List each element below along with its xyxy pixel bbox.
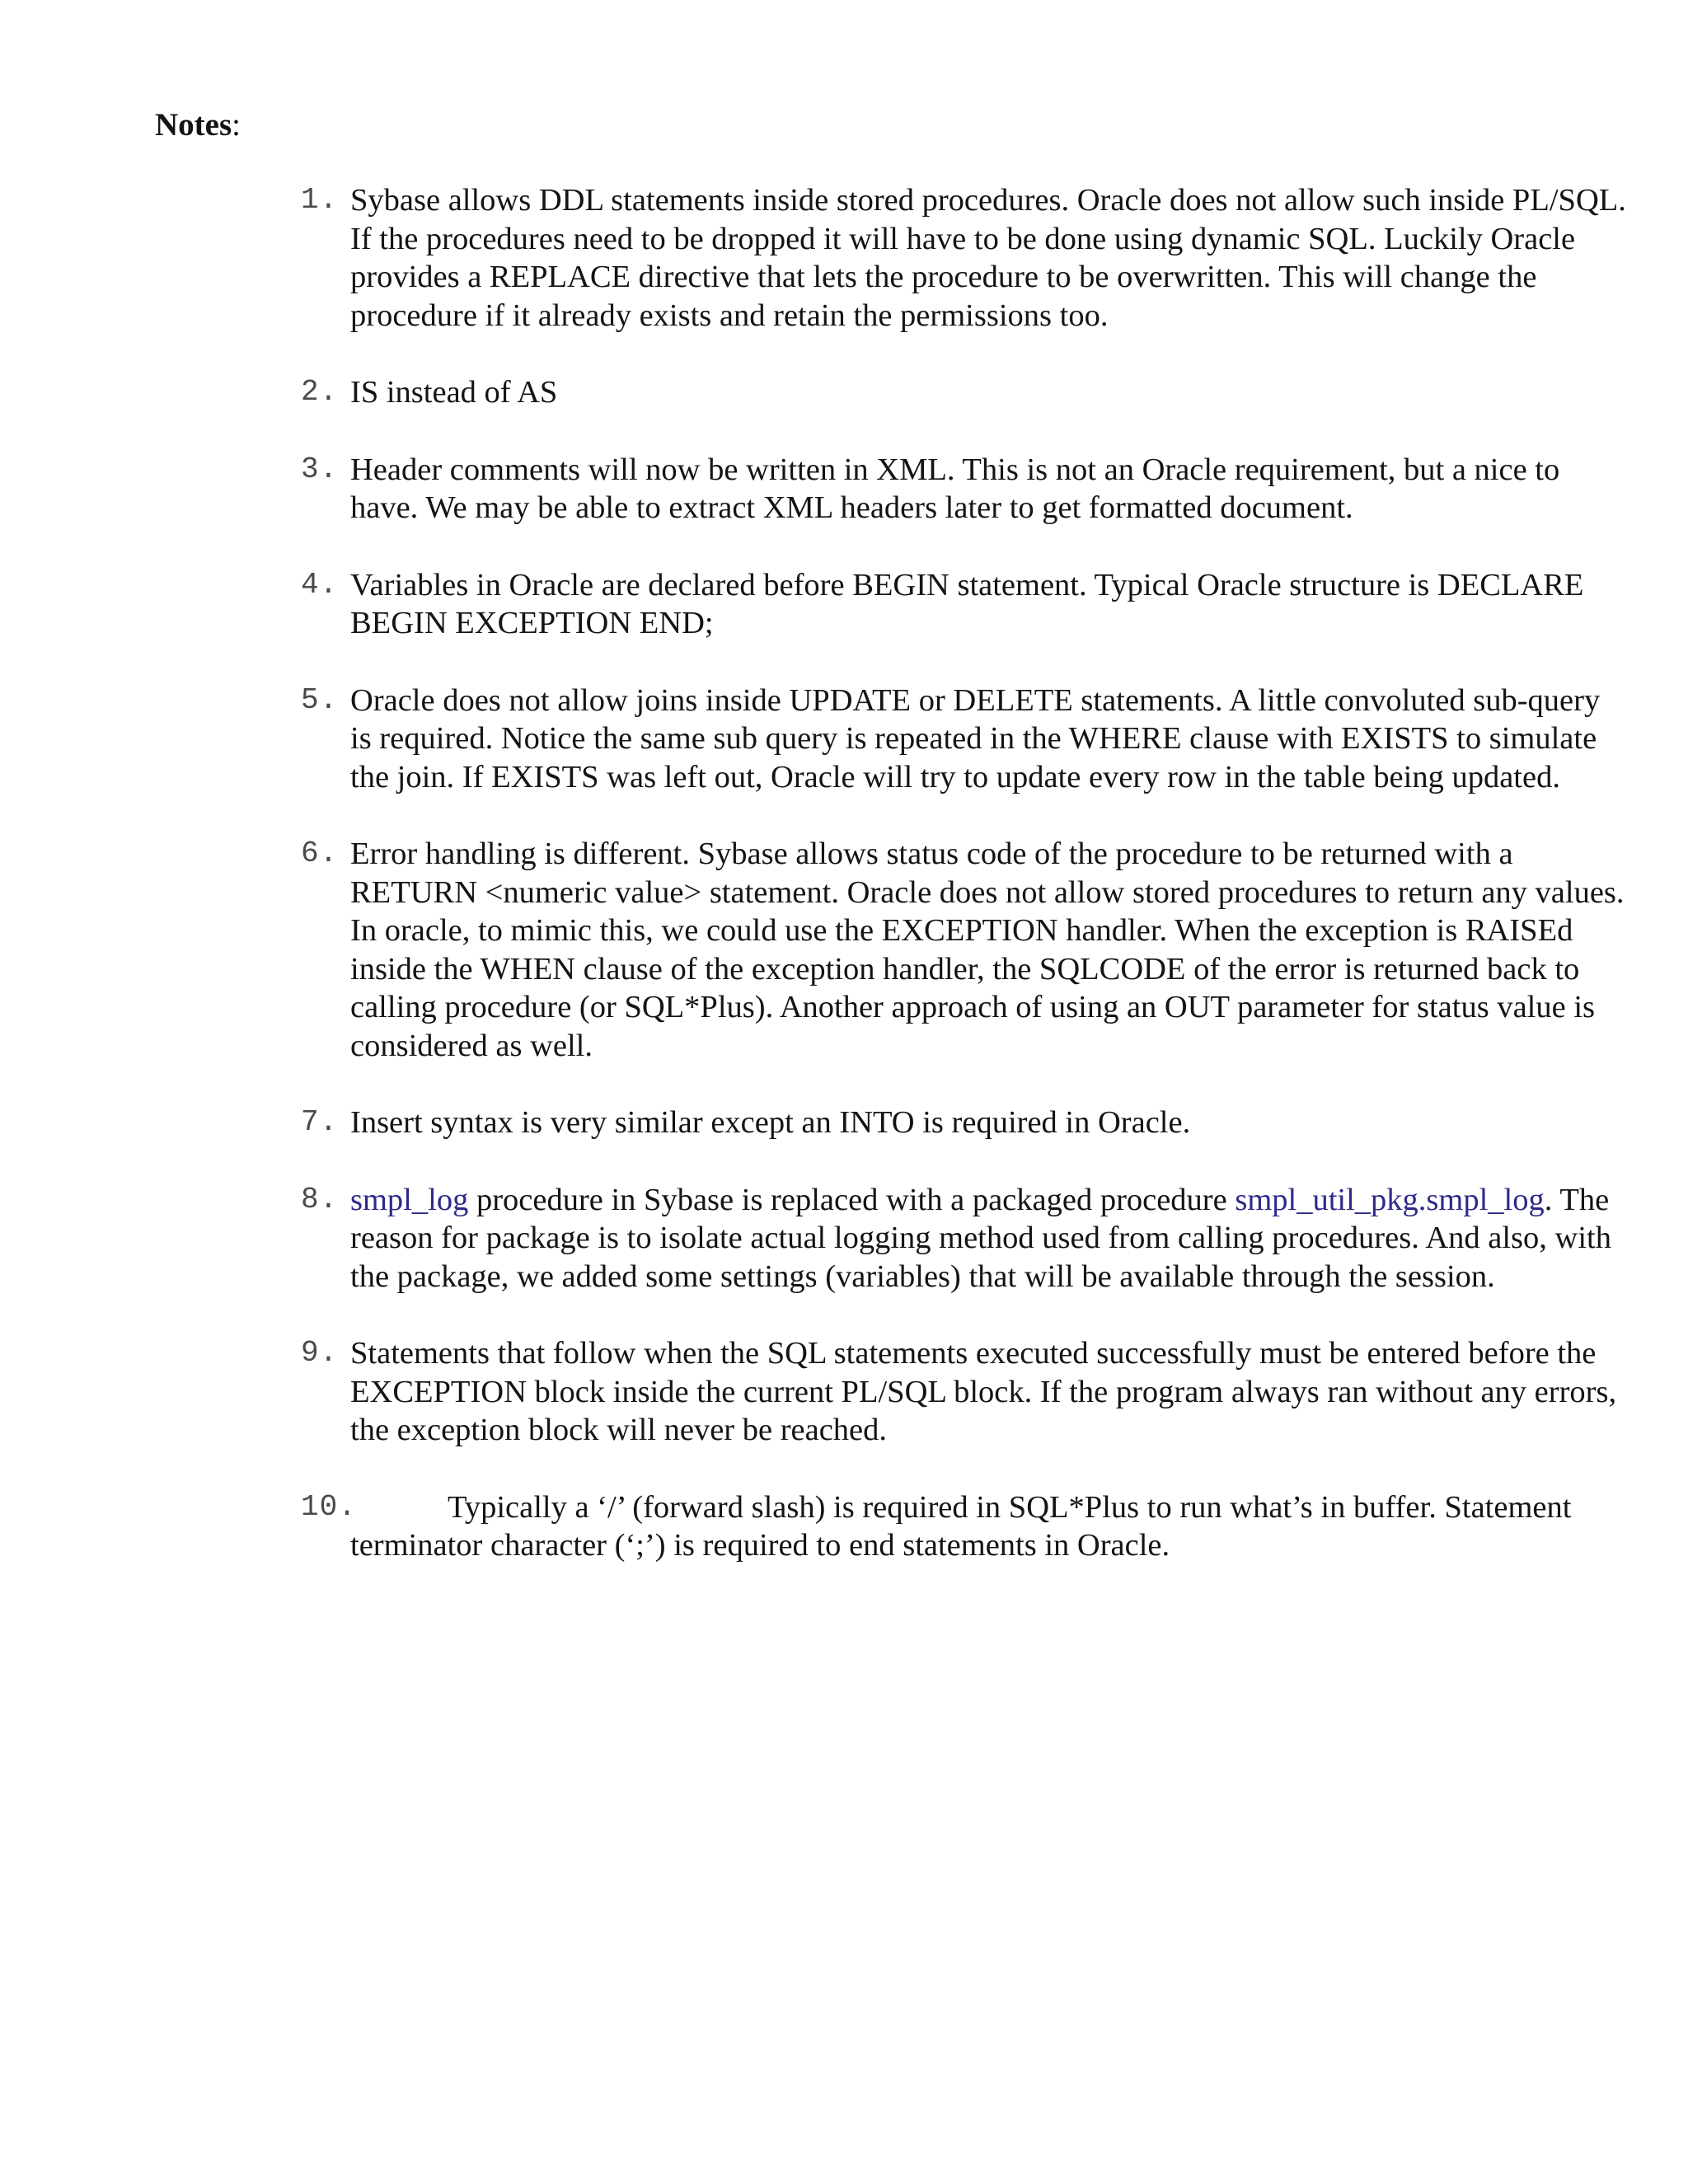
note-item-7 xyxy=(301,1104,1628,1142)
note-number: 1. xyxy=(301,183,339,217)
note-number: 9. xyxy=(301,1336,339,1370)
notes-heading xyxy=(155,105,241,145)
note-number: 3. xyxy=(301,452,339,486)
smpl-log-reference: smpl_log xyxy=(350,1182,469,1217)
note-number: 6. xyxy=(301,837,339,870)
note-item-5 xyxy=(301,682,1628,797)
note-text: Statements that follow when the SQL statements executed successfully must be entered before the EXCEPTION block inside the current PL/SQL block. If the program always ran without any errors, the exception block will never be reached. xyxy=(350,1336,1617,1447)
note-number: 5. xyxy=(301,682,339,717)
notes-heading-colon: : xyxy=(232,107,241,143)
note-text-end: . The reason for package is to isolate actual logging method used from calling procedures. And also, with the package, we added some settings (variables) that will be available through the session. xyxy=(350,1182,1611,1294)
note-item-8 xyxy=(301,1181,1628,1296)
note-item-1 xyxy=(301,181,1628,335)
notes-heading-label: Notes xyxy=(155,107,232,143)
note-text: Variables in Oracle are declared before BEGIN statement. Typical Oracle structure is DECLARE BEGIN EXCEPTION END; xyxy=(350,567,1584,640)
note-item-10 xyxy=(301,1488,1628,1565)
note-text: Sybase allows DDL statements inside stored procedures. Oracle does not allow such inside PL/SQL. If the procedures need to be dropped it will have to be done using dynamic SQL. Luckily Oracle provides a REPLACE directive that lets the procedure to be overwritten. This will change the procedure if it already exists and retain the permissions too. xyxy=(350,183,1626,333)
note-text-middle: procedure in Sybase is replaced with a packaged procedure xyxy=(468,1182,1236,1217)
note-text: Header comments will now be written in XML. This is not an Oracle requirement, but a nice to have. We may be able to extract XML headers later to get formatted document. xyxy=(350,452,1560,525)
note-item-4 xyxy=(301,566,1628,643)
note-text: Insert syntax is very similar except an INTO is required in Oracle. xyxy=(350,1105,1191,1140)
note-text xyxy=(350,1490,1571,1563)
note-text: Error handling is different. Sybase allows status code of the procedure to be returned with a RETURN <numeric value> statement. Oracle does not allow stored procedures to return any values. In oracle, to mimic this, we could use the EXCEPTION handler. When the exception is RAISEd inside the WHEN clause of the exception handler, the SQLCODE of the error is returned back to calling procedure (or SQL*Plus). Another approach of using an OUT parameter for status value is considered as well. xyxy=(350,837,1625,1063)
note-number: 7. xyxy=(301,1105,339,1139)
note-text xyxy=(350,1183,1611,1294)
note-text: Oracle does not allow joins inside UPDATE or DELETE statements. A little convoluted sub-query is required. Notice the same sub query is repeated in the WHERE clause with EXISTS to simulate the join. If EXISTS was left out, Oracle will try to update every row in the table being updated. xyxy=(350,682,1601,794)
note-text-body: Typically a ‘/’ (forward slash) is required in SQL*Plus to run what’s in buffer. Statement terminator character (‘;’) is required to end statements in Oracle. xyxy=(350,1489,1572,1563)
note-number: 2. xyxy=(301,375,339,409)
note-text: IS instead of AS xyxy=(350,375,558,410)
note-item-6 xyxy=(301,835,1628,1065)
note-number: 8. xyxy=(301,1182,339,1216)
note-number: 4. xyxy=(301,567,339,602)
note-item-2 xyxy=(301,373,1628,412)
note-item-3 xyxy=(301,451,1628,527)
note-item-9 xyxy=(301,1334,1628,1450)
note-number: 10. xyxy=(301,1489,357,1524)
notes-list xyxy=(301,181,1628,1604)
smpl-util-pkg-reference: smpl_util_pkg.smpl_log xyxy=(1235,1182,1545,1217)
